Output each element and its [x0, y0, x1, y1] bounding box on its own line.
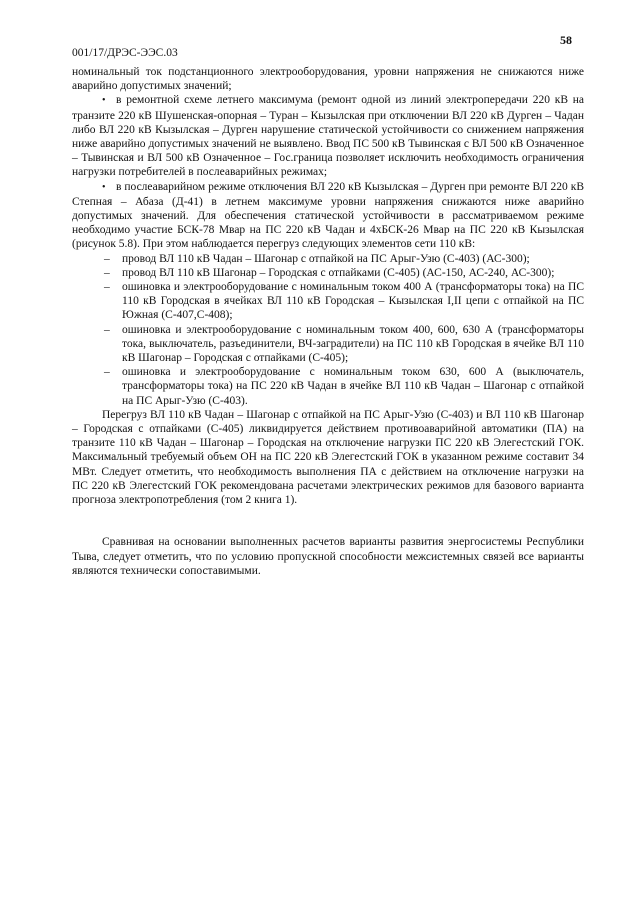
page-number: 58	[560, 33, 572, 47]
list-item	[72, 252, 584, 266]
document-code: 001/17/ДРЭС-ЭЭС.03	[72, 47, 178, 59]
list-item	[72, 365, 584, 408]
list-item-text: провод ВЛ 110 кВ Чадан – Шагонар с отпайкой на ПС Арыг-Узю (С-403) (АС-300);	[122, 252, 530, 265]
paragraph-spacer	[72, 507, 584, 521]
dash-marker: –	[104, 366, 110, 379]
list-item	[72, 323, 584, 366]
list-item	[72, 266, 584, 280]
conclusion-paragraph: Сравнивая на основании выполненных расчетов варианты развития энергосистемы Республики Тыва, следует отметить, что по условию пропускной способности межсистемных связей все варианты являются технически сопоставимыми.	[72, 536, 584, 577]
list-item	[72, 280, 584, 323]
list-item-text: провод ВЛ 110 кВ Шагонар – Городская с отпайками (С-405) (АС-150, АС-240, АС-300);	[122, 266, 555, 279]
list-item-text: ошиновка и электрооборудование с номинальным током 400 А (трансформаторы тока) на ПС 110 кВ Городская в ячейках ВЛ 110 кВ Городская – Кызылская I,II цепи с отпайкой на ПС Южная (С-407,С-408);	[122, 281, 584, 322]
bullet-text: в ремонтной схеме летнего максимума (ремонт одной из линий электропередачи 220 кВ на транзите 220 кВ Шушенская-опорная – Туран – Кызылская при отключении ВЛ 220 кВ Дурген – Чадан либо ВЛ 220 кВ Кызылская – Дурген нарушение статической устойчивости со снижением напряжения ниже аварийно допустимых значений не выявлено. Ввод ПС 500 кВ Тывинская с ВЛ 500 кВ Означенное – Тывинская и ВЛ 500 кВ Означенное – Гос.граница позволяет исключить необходимость ограничения нагрузки потребителей в послеаварийных режимах;	[72, 94, 584, 179]
bullet-list	[72, 93, 584, 251]
paragraph-spacer	[72, 521, 584, 535]
list-item-text: ошиновка и электрооборудование с номинальным током 630, 600 А (выключатель, трансформаторы тока) на ПС 220 кВ Чадан в ячейке ВЛ 110 кВ Чадан – Шагонар с отпайкой на ПС Арыг-Узю (С-403).	[122, 366, 584, 407]
bullet-icon: •	[102, 181, 106, 193]
bullet-item-post-emergency	[72, 180, 584, 252]
bullet-item-repair-scheme	[72, 93, 584, 179]
list-item-text: ошиновка и электрооборудование с номинальным током 400, 600, 630 А (трансформаторы тока, выключатель, разъединители, ВЧ-заградители) на ПС 110 кВ Городская в ячейке ВЛ 110 кВ Шагонар – Городская с отпайками (С-405);	[122, 323, 584, 365]
document-body	[72, 65, 584, 578]
overloaded-elements-list	[72, 252, 584, 408]
dash-marker: –	[104, 281, 110, 294]
dash-marker: –	[104, 252, 110, 265]
dash-marker: –	[104, 323, 110, 336]
overload-paragraph: Перегруз ВЛ 110 кВ Чадан – Шагонар с отпайкой на ПС Арыг-Узю (С-403) и ВЛ 110 кВ Шагонар – Городская с отпайками (С-405) ликвидируется действием противоаварийной автоматики (ПА) на транзите 110 кВ Чадан – Шагонар – Городская на отключение нагрузки ПС 220 кВ Элегестский ГОК. Максимальный требуемый объем ОН на ПС 220 кВ Элегестский ГОК в указанном режиме составит 34 МВт. Следует отметить, что необходимость выполнения ПА с действием на отключение нагрузки на ПС 220 кВ Элегестский ГОК рекомендована расчетами электрических режимов для базового варианта прогноза электропотребления (том 2 книга 1).	[72, 408, 584, 507]
dash-marker: –	[104, 266, 110, 279]
bullet-text: в послеаварийном режиме отключения ВЛ 220 кВ Кызылская – Дурген при ремонте ВЛ 220 кВ Степная – Абаза (Д-41) в летнем максимуме уровни напряжения снижаются ниже аварийно допустимых значений. Для обеспечения статической устойчивости в рассматриваемом режиме необходимо участие БСК-78 Мвар на ПС 220 кВ Чадан и 4хБСК-26 Мвар на ПС 220 кВ Кызылская (рисунок 5.8). При этом наблюдается перегруз следующих элементов сети 110 кВ:	[72, 180, 584, 251]
intro-paragraph: номинальный ток подстанционного электрооборудования, уровни напряжения не снижаются ниже аварийно допустимых значений;	[72, 66, 584, 93]
bullet-icon: •	[102, 95, 106, 107]
